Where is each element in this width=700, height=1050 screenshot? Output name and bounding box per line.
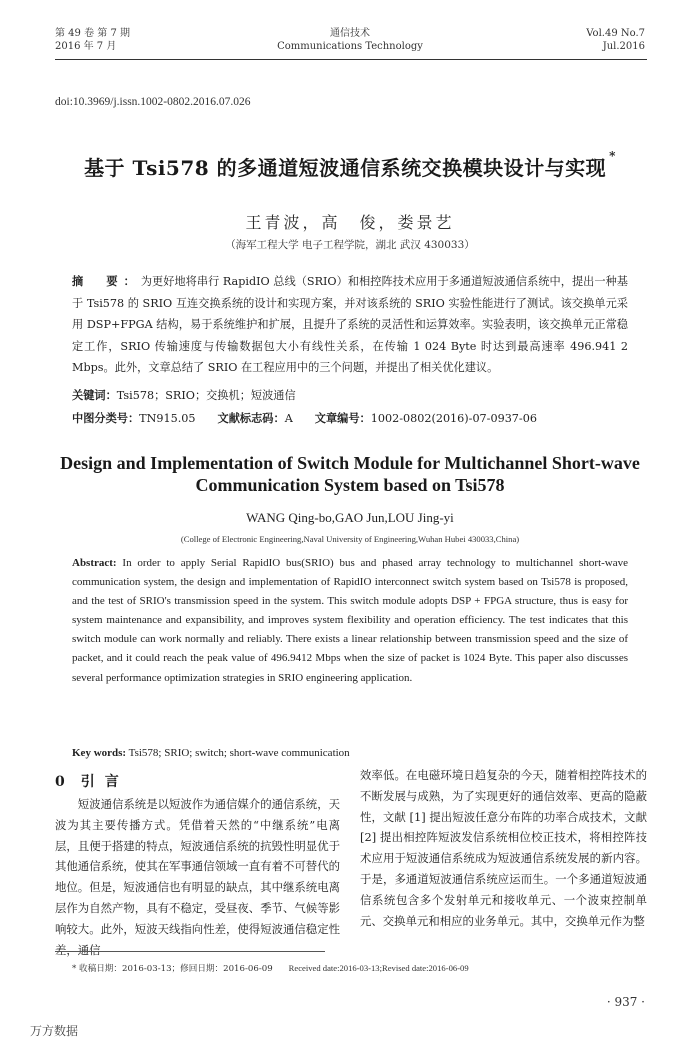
body-column-right	[360, 765, 647, 931]
journal-volume: 第 49 卷 第 7 期	[55, 28, 130, 39]
authors-en: WANG Qing-bo,GAO Jun,LOU Jing-yi	[246, 510, 454, 525]
section-heading	[55, 771, 129, 791]
doi: doi:10.3969/j.issn.1002-0802.2016.07.026	[55, 96, 251, 108]
keywords-cn-text: Tsi578；SRIO；交换机；短波通信	[116, 389, 296, 402]
abstract-cn-label: 摘 要：	[72, 274, 141, 288]
footnote	[72, 962, 469, 974]
clc-value: TN915.05	[139, 412, 196, 425]
keywords-en	[72, 747, 350, 759]
section-number: 0	[55, 774, 65, 790]
page-number: · 937 ·	[606, 995, 645, 1009]
body-paragraph: 短波通信系统是以短波作为通信媒介的通信系统，天波为其主要传播方式。凭借着天然的“中继系统”电离层，且便于搭建的特点，短波通信系统的抗毁性明显优于其他通信系统，使其在军事通信领域一直有着不可替代的地位。但是，短波通信也有明显的缺点，其中继系统电离层作为自然产物，具有不稳定，受昼夜、季节、气候等影响较大。此外，短波天线指向性差，使得短波通信稳定性差，通信	[55, 797, 340, 957]
footnote-en: Received date:2016-03-13;Revised date:2016-06-09	[288, 963, 469, 973]
body-paragraph: 效率低。在电磁环境日趋复杂的今天，随着相控阵技术的不断发展与成熟，为了实现更好的通信效率、更高的隐蔽性，文献 [1] 提出短波任意分布阵的功率合成技术，文献 [2] 提出相控阵短波发信系统相位校正技术，将相控阵技术应用于短波通信系统成为短波通信系统发展的新内容。于是，多通道短波通信系统应运而生。一个多通道短波通信系统包含多个发射单元和接收单元、一个波束控制单元、交换单元和相应的业务单元。其中，交换单元作为整	[360, 768, 647, 928]
affiliation-en: (College of Electronic Engineering,Naval University of Engineering,Wuhan Hubei 430033,China)	[180, 534, 520, 544]
keywords-cn	[72, 387, 296, 403]
doc-code-value: A	[284, 412, 293, 425]
authors-cn: 王青波，高 俊，娄景艺	[245, 213, 455, 232]
title-footnote-mark: *	[609, 149, 616, 163]
footnote-divider	[55, 951, 325, 952]
paper-title-en: Design and Implementation of Switch Module for Multichannel Short-wave Communication System based on Tsi578	[60, 453, 640, 495]
abstract-en	[72, 554, 628, 688]
body-column-left	[55, 794, 340, 960]
journal-date-en: Jul.2016	[602, 41, 645, 52]
clc-label: 中图分类号：	[72, 411, 140, 425]
keywords-en-text: Tsi578; SRIO; switch; short-wave communication	[128, 747, 350, 759]
paper-title-cn	[0, 149, 700, 181]
keywords-cn-label: 关键词：	[72, 388, 117, 402]
keywords-en-label: Key words:	[72, 747, 127, 759]
affiliation-cn: （海军工程大学 电子工程学院，湖北 武汉 430033）	[225, 239, 475, 251]
article-no-value: 1002-0802(2016)-07-0937-06	[370, 412, 537, 425]
paper-title-cn-text: 基于 Tsi578 的多通道短波通信系统交换模块设计与实现	[84, 156, 607, 180]
header-divider	[55, 59, 647, 60]
abstract-en-text: In order to apply Serial RapidIO bus(SRIO) bus and phased array technology to multichannel short-wave communication system, the design and implementation of RapidIO interconnect switch system based on Tsi578 is proposed, and the test of SRIO's transmission speed in the system. This switch module adopts DSP + FPGA structure, thus is easy for system maintenance and expansibility, and improves system flexibility and operation efficiency. The test indicates that this switch module can work normally and reliably. There exists a linear relationship between transmission speed and the size of packet, and it could reach the peak value of 496.9412 Mbps when the size of packet is 1024 Byte. This paper also discusses several performance optimization strategies in SRIO engineering application.	[72, 557, 629, 684]
abstract-en-label: Abstract:	[72, 557, 117, 569]
article-no-label: 文章编号：	[314, 411, 371, 425]
abstract-cn	[72, 271, 628, 379]
journal-name-cn: 通信技术	[330, 28, 370, 39]
doc-code-label: 文献标志码：	[217, 411, 285, 425]
footnote-cn: * 收稿日期：2016-03-13；修回日期：2016-06-09	[72, 964, 273, 974]
journal-volume-info-en	[586, 27, 645, 53]
abstract-cn-text: 为更好地将串行 RapidIO 总线（SRIO）和相控阵技术应用于多通道短波通信系统中，提出一种基于 Tsi578 的 SRIO 互连交换系统的设计和实现方案，并对该系统的 SRIO 实验性能进行了测试。该交换单元采用 DSP+FPGA 结构，易于系统维护和扩展，且提升了系统的灵活性和运算效率。实验表明，该交换单元正常稳定工作，SRIO 传输速度与传输数据包大小有线性关系，在传输 1 024 Byte 时达到最高速率 496.941 2 Mbps。此外，文章总结了 SRIO 在工程应用中的三个问题，并提出了相关优化建议。	[72, 275, 628, 374]
journal-date: 2016 年 7 月	[55, 41, 117, 52]
section-title: 引言	[80, 774, 129, 790]
journal-volume-en: Vol.49 No.7	[586, 28, 645, 39]
journal-name-en: Communications Technology	[277, 41, 423, 52]
watermark: 万方数据	[30, 1024, 79, 1038]
classification-line	[72, 410, 537, 426]
